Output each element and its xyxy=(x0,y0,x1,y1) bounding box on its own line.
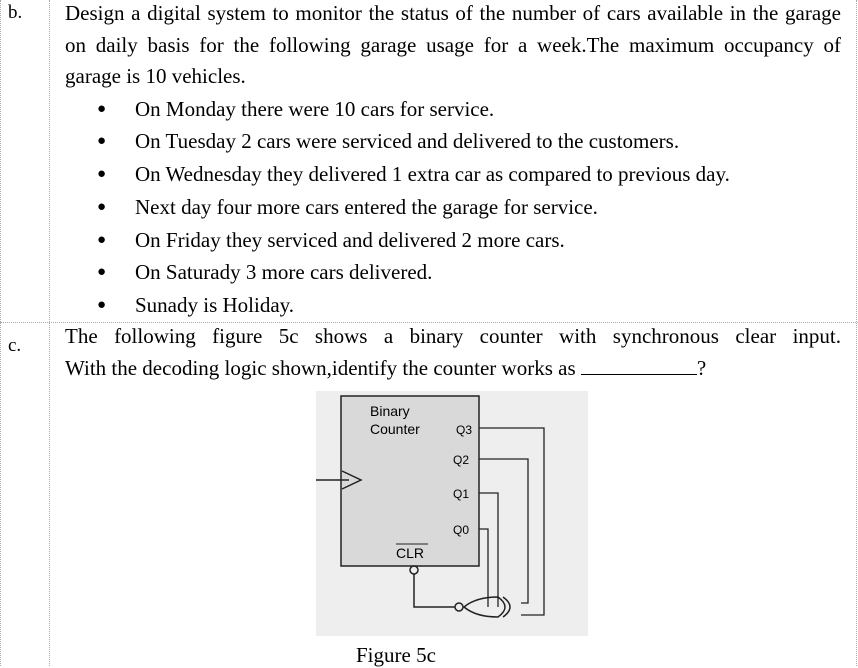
chip-title-line-1: Binary xyxy=(370,403,410,419)
question-b-label: b. xyxy=(8,2,23,23)
list-item: ● On Tuesday 2 cars were serviced and delivered to the customers. xyxy=(65,125,841,158)
figure-5c xyxy=(316,391,588,636)
clear-inversion-bubble xyxy=(410,566,418,574)
output-q1-label: Q1 xyxy=(453,487,470,501)
list-item: ● On Monday there were 10 cars for service. xyxy=(65,93,841,126)
question-b-intro: Design a digital system to monitor the status of the number of cars available in the garage on daily basis for the following garage usage for a week.The maximum occupancy of garage is 10 vehicles. xyxy=(65,1,841,88)
q2-wire xyxy=(479,459,528,603)
list-item: ● On Friday they serviced and delivered 2 more cars. xyxy=(65,224,841,257)
question-c-prompt: With the decoding logic shown,identify the counter works as xyxy=(65,355,576,380)
table-column-divider xyxy=(49,0,50,666)
list-item: ● Next day four more cars entered the garage for service. xyxy=(65,191,841,224)
q0-wire xyxy=(479,529,488,607)
output-q2-label: Q2 xyxy=(453,453,470,467)
decoding-gate xyxy=(464,597,505,617)
answer-blank xyxy=(581,356,697,375)
list-item: ● On Saturady 3 more cars delivered. xyxy=(65,256,841,289)
table-border-right xyxy=(856,0,857,666)
output-q3-label: Q3 xyxy=(456,423,473,437)
question-c-line-1: The following figure 5c shows a binary counter with synchronous clear input. xyxy=(65,324,841,348)
clear-label: CLR xyxy=(396,545,425,561)
question-b-bullet-list xyxy=(65,93,841,323)
clear-feedback-wire xyxy=(414,574,455,607)
decoding-gate-input-arc xyxy=(503,597,510,617)
q3-wire xyxy=(479,428,544,615)
counter-circuit-diagram xyxy=(316,391,588,636)
question-c-label: c. xyxy=(8,335,22,356)
list-item: ● On Wednesday they delivered 1 extra car as compared to previous day. xyxy=(65,158,841,191)
question-c xyxy=(65,321,841,384)
question-c-line-2 xyxy=(65,353,841,385)
gate-inversion-bubble xyxy=(455,603,463,611)
figure-caption: Figure 5c xyxy=(356,643,436,667)
question-b xyxy=(65,0,841,322)
table-border-left xyxy=(0,0,1,666)
chip-title-line-2: Counter xyxy=(370,421,420,437)
question-mark: ? xyxy=(696,355,707,380)
list-item: ● Sunady is Holiday. xyxy=(65,289,841,322)
output-q0-label: Q0 xyxy=(453,523,470,537)
